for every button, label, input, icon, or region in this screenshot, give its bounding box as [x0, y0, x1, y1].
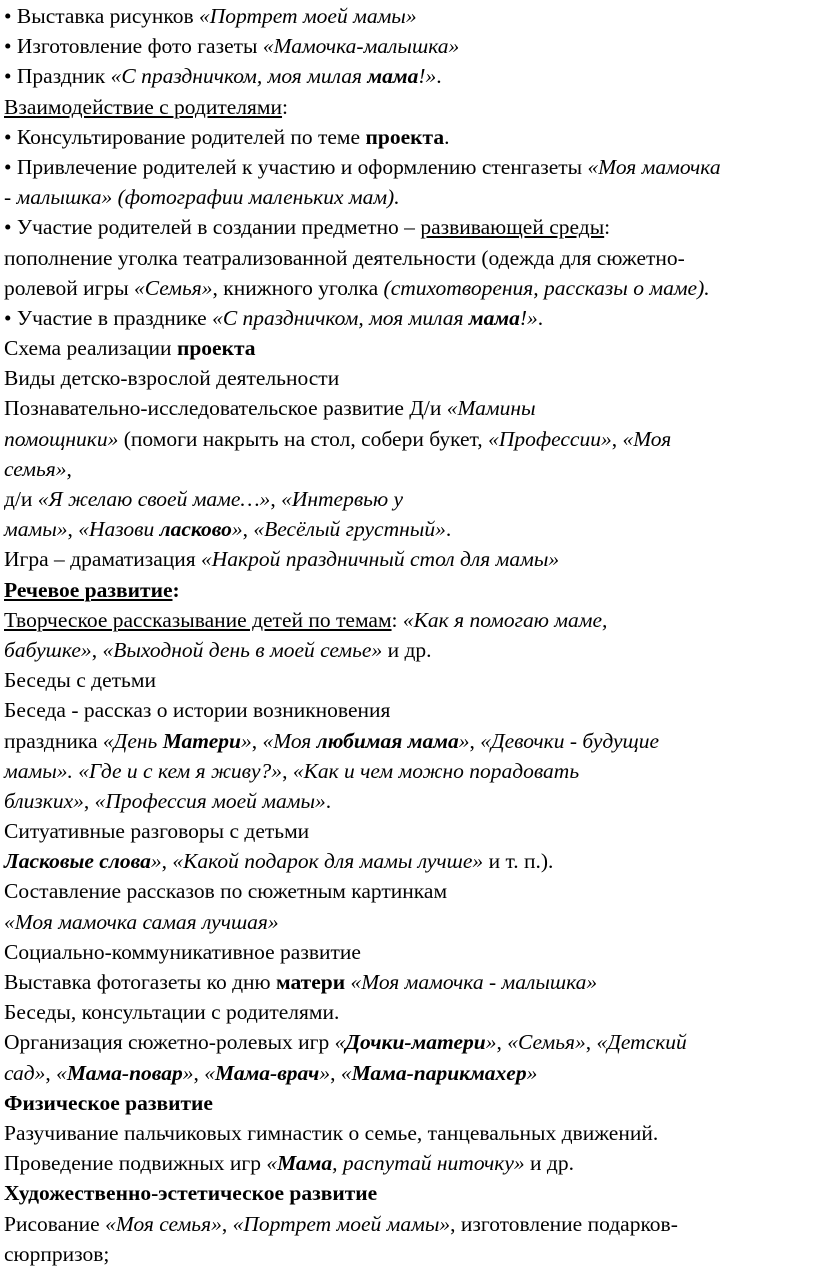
- text-line: [4, 273, 816, 303]
- text-line: [4, 665, 816, 695]
- text-run: ,: [496, 1030, 508, 1055]
- text-run: и т. п.).: [483, 849, 554, 874]
- text-run: ,: [611, 426, 623, 451]
- text-run: .: [537, 305, 544, 330]
- text-line: [4, 907, 816, 937]
- text-run: сюрпризов;: [4, 1241, 110, 1266]
- text-line: [4, 786, 816, 816]
- text-run: «Портрет моей мамы»: [199, 4, 417, 28]
- text-run: «Интервью у: [281, 487, 404, 511]
- text-run: .: [436, 64, 442, 89]
- text-run: Мама-врач: [215, 1060, 320, 1085]
- text-line: [4, 31, 816, 61]
- text-run: ,: [282, 758, 293, 783]
- text-run: ролевой игры: [4, 275, 135, 300]
- text-run: ,: [45, 1060, 57, 1085]
- text-line: [4, 544, 816, 574]
- text-run: Рисование: [4, 1211, 106, 1236]
- text-run: «Моя мамочка самая лучшая»: [4, 909, 279, 934]
- text-run: «Мамины: [446, 396, 536, 421]
- text-line: [4, 454, 816, 484]
- text-run: любимая мама: [316, 728, 459, 753]
- text-run: (помоги накрыть на стол, собери букет,: [118, 426, 489, 451]
- text-run: Выставка фотогазеты ко дню: [4, 970, 276, 994]
- text-run: близких»: [4, 788, 84, 813]
- text-run: Дочки-матери: [345, 1030, 486, 1055]
- text-run: (стихотворения, рассказы о маме).: [383, 275, 710, 300]
- text-run: Проведение подвижных игр: [4, 1151, 267, 1176]
- text-run: • Изготовление фото газеты: [4, 34, 263, 59]
- text-line: [4, 726, 816, 756]
- text-run: »: [240, 728, 252, 753]
- text-run: • Привлечение родителей к участию и оформлению стенгазеты: [4, 154, 588, 179]
- text-run: Беседа - рассказ о истории возникновения: [4, 698, 391, 723]
- text-run: !»: [418, 64, 437, 89]
- text-run: ,: [251, 728, 263, 753]
- text-line: [4, 876, 816, 906]
- text-run: • Праздник: [4, 64, 111, 89]
- text-run: • Выставка рисунков: [4, 4, 200, 28]
- text-run: .: [445, 517, 452, 542]
- text-run: и др.: [524, 1151, 574, 1176]
- text-run: Взаимодействие с родителями: [4, 94, 283, 119]
- text-run: «Назови: [78, 517, 160, 542]
- text-run: »: [182, 1060, 194, 1085]
- text-run: ,: [66, 456, 72, 481]
- text-run: Ситуативные разговоры с детьми: [4, 819, 310, 844]
- text-run: :: [282, 94, 289, 119]
- text-line: [4, 424, 816, 454]
- text-run: »: [526, 1060, 538, 1085]
- text-run: :: [172, 577, 180, 602]
- text-run: Разучивание пальчиковых гимнастик о семье, танцевальных движений.: [4, 1120, 659, 1145]
- text-line: [4, 484, 816, 514]
- text-line: [4, 1239, 816, 1269]
- text-run: Схема реализации: [4, 336, 177, 361]
- text-line: [4, 967, 816, 997]
- text-run: мамы»: [4, 517, 68, 542]
- text-run: «: [204, 1060, 215, 1085]
- text-run: ,: [91, 637, 103, 662]
- text-run: «: [56, 1060, 67, 1085]
- text-run: »: [458, 728, 470, 753]
- text-line: [4, 1209, 816, 1239]
- text-run: ,: [585, 1030, 597, 1055]
- text-run: «Я желаю своей маме…»: [37, 487, 271, 511]
- text-run: «Портрет моей мамы»: [232, 1211, 451, 1236]
- text-line: [4, 695, 816, 725]
- text-run: .: [444, 124, 450, 149]
- text-run: »: [150, 849, 162, 874]
- text-run: ,: [270, 487, 282, 511]
- text-run: развивающей среды: [420, 215, 605, 240]
- text-line: [4, 122, 816, 152]
- text-line: [4, 182, 816, 212]
- text-run: «Моя: [262, 728, 317, 753]
- text-run: • Участие в празднике: [4, 305, 213, 330]
- text-line: [4, 997, 816, 1027]
- text-run: Мама-парикмахер: [351, 1060, 527, 1085]
- text-line: [4, 1178, 816, 1208]
- text-run: «Профессии»: [488, 426, 612, 451]
- text-run: «Выходной день в моей семье»: [102, 637, 383, 662]
- text-line: [4, 61, 816, 91]
- text-run: «Детский: [596, 1030, 687, 1055]
- text-run: - малышка» (фотографии маленьких мам).: [4, 185, 400, 210]
- text-line: [4, 1118, 816, 1148]
- text-run: «Моя семья»: [105, 1211, 222, 1236]
- text-line: [4, 575, 816, 605]
- text-run: , распутай ниточку»: [332, 1151, 525, 1176]
- text-run: »: [231, 517, 243, 542]
- text-run: матери: [275, 970, 346, 994]
- text-run: и др.: [382, 637, 432, 662]
- text-run: Виды детско-взрослой деятельности: [4, 366, 340, 391]
- text-run: Ласковые слова: [4, 849, 151, 874]
- text-run: Матери: [162, 728, 241, 753]
- text-run: мамы». «Где и с кем я живу?»: [4, 758, 283, 783]
- text-run: мама: [468, 305, 520, 330]
- text-line: [4, 1088, 816, 1118]
- text-run: «Профессия моей мамы»: [94, 788, 326, 813]
- document-page: [4, 1, 816, 1269]
- text-run: Речевое развитие: [4, 577, 173, 602]
- text-run: «Моя: [622, 426, 672, 451]
- text-run: Организация сюжетно-ролевых игр: [4, 1030, 335, 1055]
- text-run: ласково: [159, 517, 232, 542]
- text-run: ,: [83, 788, 95, 813]
- text-run: «День: [102, 728, 163, 753]
- text-line: [4, 152, 816, 182]
- text-line: [4, 212, 816, 242]
- text-run: «Весёлый грустный»: [253, 517, 446, 542]
- text-run: , изготовление подарков-: [450, 1211, 678, 1236]
- text-run: Игра – драматизация: [4, 547, 202, 572]
- text-run: «С праздничком, моя милая: [212, 305, 469, 330]
- text-line: [4, 635, 816, 665]
- text-line: [4, 816, 816, 846]
- text-run: «Мамочка-малышка»: [262, 34, 460, 59]
- text-line: [4, 1058, 816, 1088]
- text-run: помощники»: [4, 426, 119, 451]
- text-run: сад»: [4, 1060, 46, 1085]
- text-run: Беседы с детьми: [4, 668, 156, 693]
- text-run: ,: [193, 1060, 205, 1085]
- text-line: [4, 1, 816, 31]
- text-run: Познавательно-исследовательское развитие Д/и: [4, 396, 447, 421]
- text-run: «Моя мамочка - малышка»: [350, 970, 598, 994]
- text-run: семья»: [4, 456, 67, 481]
- text-run: «Как и чем можно порадовать: [292, 758, 580, 783]
- text-line: [4, 1027, 816, 1057]
- text-run: !»: [519, 305, 538, 330]
- text-run: »: [485, 1030, 497, 1055]
- text-run: «Девочки - будущие: [480, 728, 660, 753]
- text-run: Художественно-эстетическое развитие: [4, 1181, 378, 1206]
- text-run: «Какой подарок для мамы лучше»: [172, 849, 484, 874]
- text-run: д/и: [4, 487, 38, 511]
- text-run: «: [266, 1151, 278, 1176]
- text-run: ,: [221, 1211, 233, 1236]
- text-run: проекта: [176, 336, 256, 361]
- text-run: Социально-коммуникативное развитие: [4, 939, 361, 964]
- text-run: Физическое развитие: [4, 1090, 213, 1115]
- text-line: [4, 243, 816, 273]
- text-line: [4, 303, 816, 333]
- text-run: «: [340, 1060, 352, 1085]
- text-run: • Консультирование родителей по теме: [4, 124, 366, 149]
- text-run: ,: [67, 517, 79, 542]
- text-run: ,: [469, 728, 481, 753]
- text-run: «Накрой праздничный стол для мамы»: [201, 547, 560, 572]
- text-line: [4, 363, 816, 393]
- text-run: Мама-повар: [66, 1060, 183, 1085]
- text-run: .: [325, 788, 332, 813]
- text-run: «Семья»: [134, 275, 213, 300]
- text-run: »: [319, 1060, 331, 1085]
- text-run: Составление рассказов по сюжетным картинкам: [4, 879, 448, 904]
- text-run: «: [334, 1030, 346, 1055]
- text-line: [4, 605, 816, 635]
- text-run: :: [604, 215, 611, 240]
- text-run: «С праздничком, моя милая: [110, 64, 368, 89]
- text-run: , книжного уголка: [212, 275, 384, 300]
- text-line: [4, 1148, 816, 1178]
- text-run: ,: [242, 517, 254, 542]
- text-run: «Моя мамочка: [587, 154, 721, 179]
- text-line: [4, 846, 816, 876]
- text-run: праздника: [4, 728, 103, 753]
- text-run: • Участие родителей в создании предметно –: [4, 215, 421, 240]
- text-line: [4, 333, 816, 363]
- text-line: [4, 514, 816, 544]
- text-line: [4, 756, 816, 786]
- text-run: ,: [161, 849, 173, 874]
- text-run: Беседы, консультации с родителями.: [4, 1000, 340, 1025]
- text-run: бабушке»: [4, 637, 92, 662]
- text-run: пополнение уголка театрализованной деятельности (одежда для сюжетно-: [4, 245, 685, 270]
- text-run: проекта: [365, 124, 445, 149]
- text-run: мама: [367, 64, 419, 89]
- text-run: Мама: [277, 1151, 333, 1176]
- text-line: [4, 393, 816, 423]
- text-line: [4, 92, 816, 122]
- text-run: Творческое рассказывание детей по темам: [4, 607, 392, 632]
- text-run: «Как я помогаю маме,: [402, 607, 608, 632]
- text-line: [4, 937, 816, 967]
- text-run: :: [391, 607, 403, 632]
- text-run: «Семья»: [507, 1030, 586, 1055]
- text-run: ,: [330, 1060, 341, 1085]
